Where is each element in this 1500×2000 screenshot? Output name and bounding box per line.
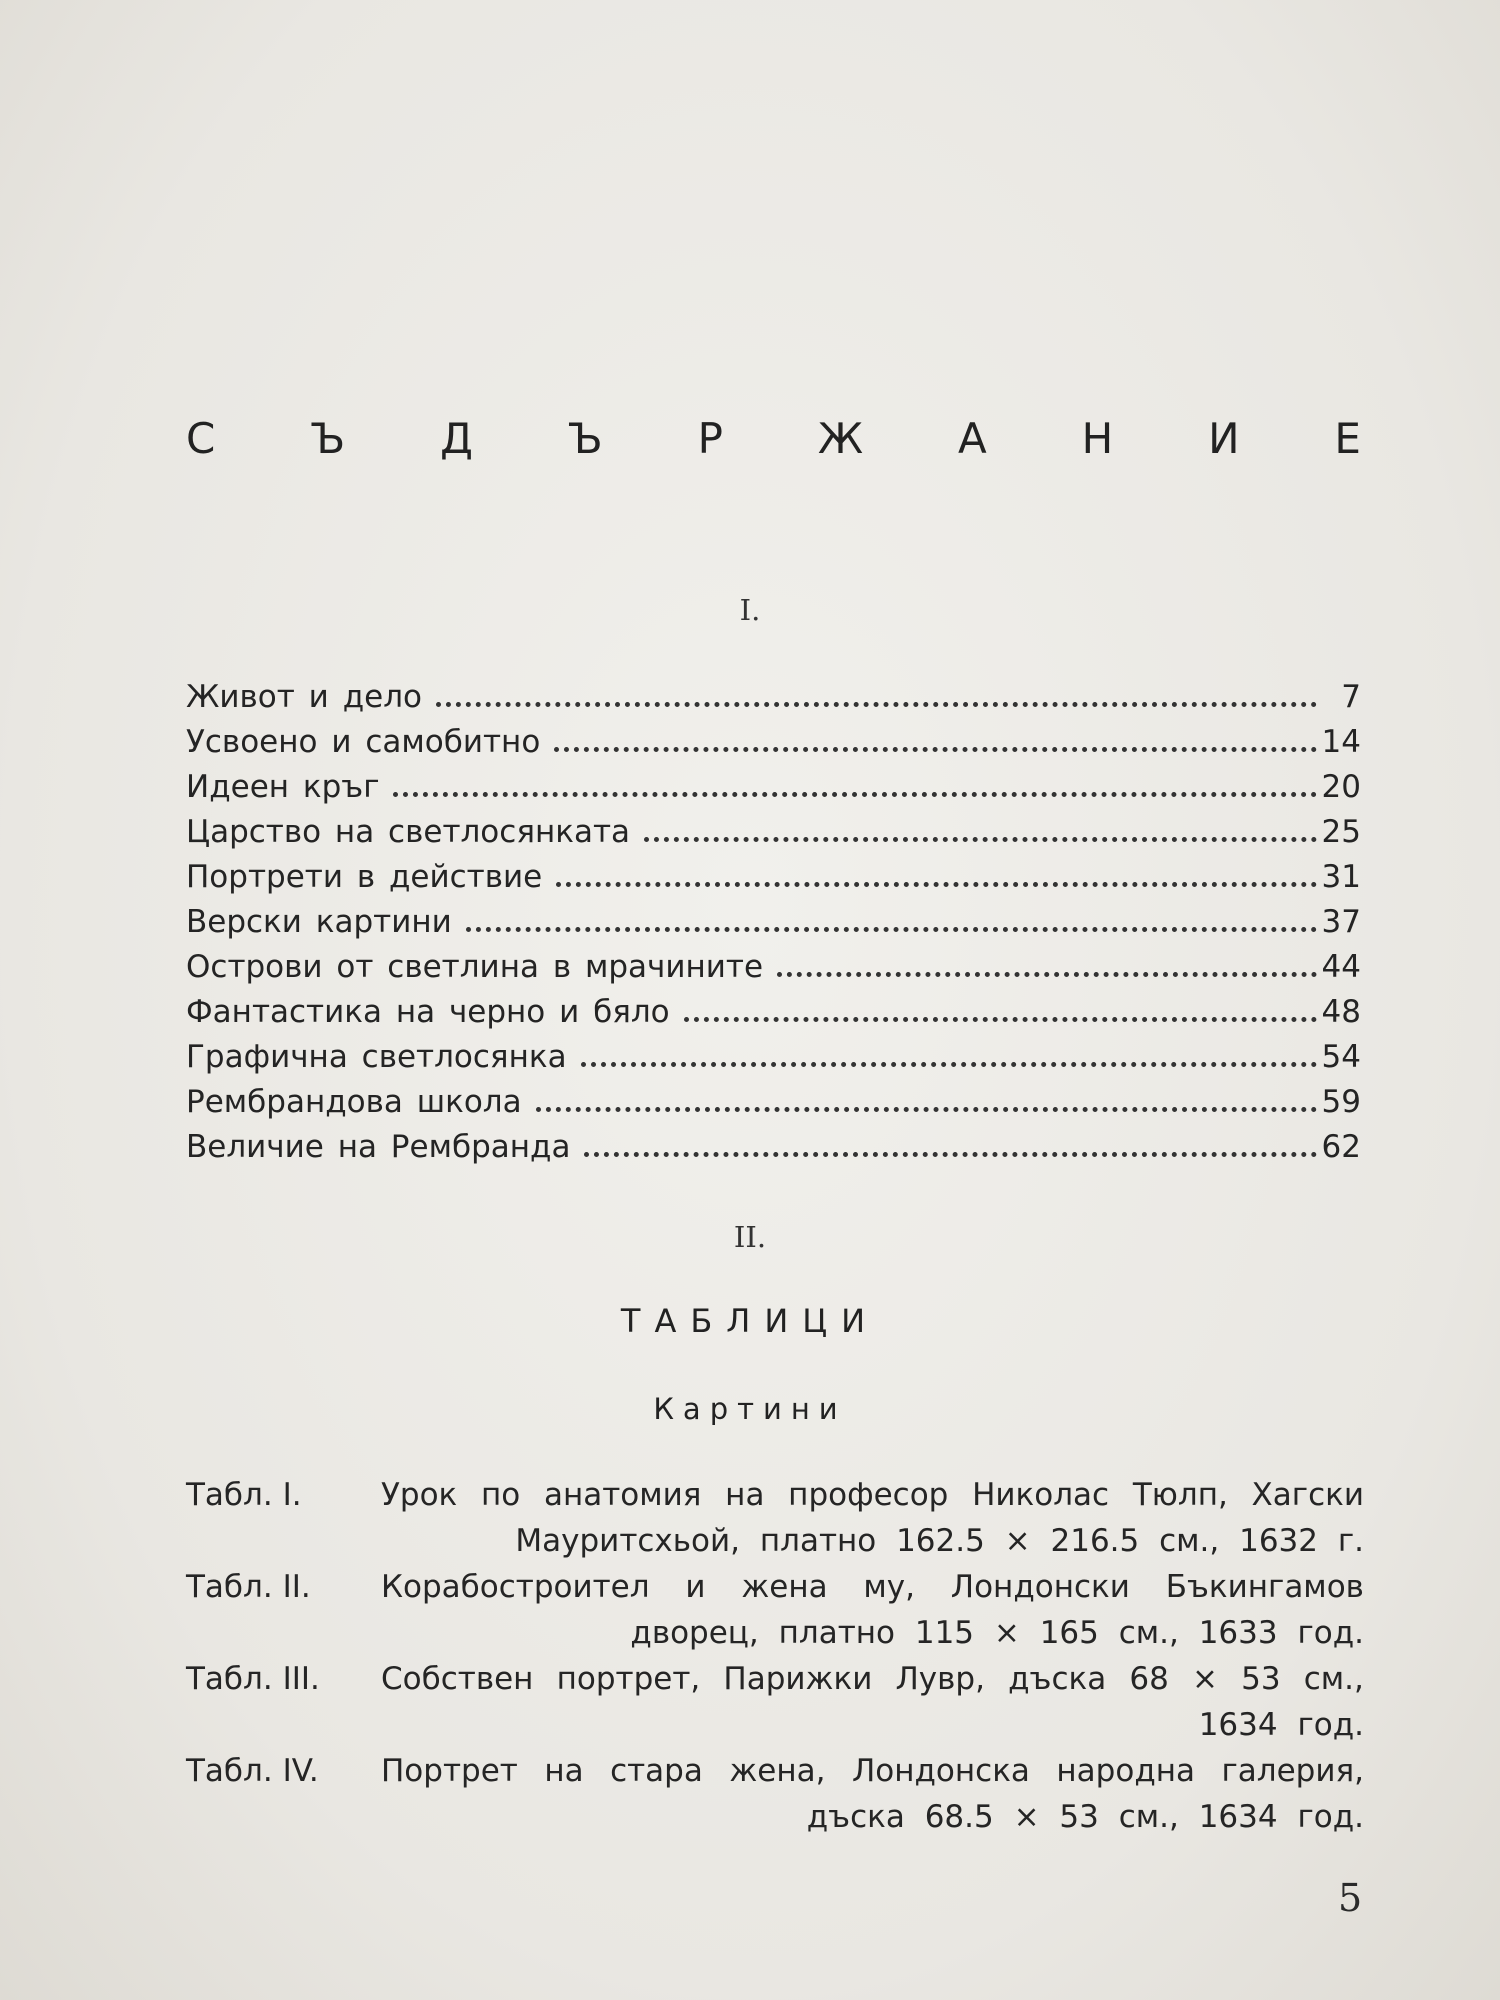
toc-entry	[186, 1122, 1361, 1167]
word: Лондонска	[851, 1753, 1030, 1789]
word: му,	[863, 1569, 915, 1605]
word: см.,	[1303, 1661, 1364, 1697]
word: портрет,	[556, 1661, 701, 1697]
toc-entry-title: Рембрандова школа	[186, 1084, 522, 1120]
word: дъска	[1008, 1661, 1107, 1697]
word: Портрет	[381, 1753, 518, 1789]
title-letter: Ж	[817, 413, 864, 463]
title-letter: И	[1208, 413, 1240, 463]
toc-entry	[186, 1077, 1361, 1122]
toc-entry	[186, 672, 1361, 717]
title-letter: Е	[1334, 413, 1361, 463]
plate-entry	[186, 1748, 1364, 1840]
title-letter: С	[186, 413, 216, 463]
title-letter: Ъ	[310, 413, 346, 463]
plate-description-line	[381, 1472, 1364, 1518]
plate-description-line	[381, 1564, 1364, 1610]
toc-entry	[186, 987, 1361, 1032]
word: по	[481, 1477, 521, 1513]
plate-description-line	[381, 1748, 1364, 1794]
plate-label: Табл. II.	[186, 1569, 311, 1605]
word: професор	[788, 1477, 949, 1513]
toc-entry	[186, 852, 1361, 897]
toc-entry-title: Острови от светлина в мрачините	[186, 949, 764, 985]
toc-entry-title: Графична светлосянка	[186, 1039, 567, 1075]
table-of-contents	[186, 672, 1361, 1167]
toc-entry-page: 48	[1321, 994, 1361, 1030]
word: и	[685, 1569, 706, 1605]
dot-leader	[436, 672, 1317, 707]
dot-leader	[393, 762, 1317, 797]
toc-entry-title: Величие на Рембранда	[186, 1129, 571, 1165]
toc-entry-page: 37	[1321, 904, 1361, 940]
toc-entry-title: Портрети в действие	[186, 859, 543, 895]
dot-leader	[684, 987, 1317, 1022]
word: Парижки	[723, 1661, 873, 1697]
toc-entry-title: Верски картини	[186, 904, 452, 940]
section-two-numeral: II.	[733, 1220, 767, 1254]
dot-leader	[554, 717, 1317, 752]
plate-label: Табл. IV.	[186, 1753, 319, 1789]
word: стара	[610, 1753, 703, 1789]
plate-details-line: дворец, платно 115 × 165 см., 1633 год.	[630, 1615, 1364, 1651]
plates-list	[186, 1472, 1364, 1840]
word: Лондонски	[950, 1569, 1130, 1605]
page-number: 5	[1338, 1876, 1363, 1920]
toc-entry-title: Усвоено и самобитно	[186, 724, 541, 760]
toc-entry-page: 54	[1321, 1039, 1361, 1075]
title-letter: Р	[697, 413, 723, 463]
word: ×	[1192, 1661, 1218, 1697]
plate-details-line: 1634 год.	[1198, 1707, 1364, 1743]
toc-entry-page: 20	[1321, 769, 1361, 805]
dot-leader	[466, 897, 1317, 932]
word: 53	[1241, 1661, 1281, 1697]
plate-entry	[186, 1564, 1364, 1656]
toc-entry-page: 7	[1341, 679, 1361, 715]
word: Хагски	[1251, 1477, 1364, 1513]
word: на	[544, 1753, 584, 1789]
toc-entry	[186, 762, 1361, 807]
toc-entry-title: Фантастика на черно и бяло	[186, 994, 670, 1030]
plate-label: Табл. I.	[186, 1477, 302, 1513]
dot-leader	[777, 942, 1317, 977]
toc-entry	[186, 1032, 1361, 1077]
dot-leader	[644, 807, 1317, 842]
word: Собствен	[381, 1661, 534, 1697]
title-letter: Ъ	[567, 413, 603, 463]
toc-entry	[186, 942, 1361, 987]
dot-leader	[584, 1122, 1317, 1157]
word: жена,	[729, 1753, 826, 1789]
word: анатомия	[543, 1477, 702, 1513]
word: Бъкингамов	[1165, 1569, 1364, 1605]
plate-description-line	[381, 1656, 1364, 1702]
word: народна	[1056, 1753, 1196, 1789]
toc-entry	[186, 807, 1361, 852]
word: Николас	[972, 1477, 1110, 1513]
toc-entry-title: Царство на светлосянката	[186, 814, 631, 850]
toc-entry	[186, 717, 1361, 762]
plate-entry	[186, 1472, 1364, 1564]
word: Урок	[381, 1477, 458, 1513]
contents-title	[186, 408, 1361, 468]
word: 68	[1129, 1661, 1169, 1697]
plate-label: Табл. III.	[186, 1661, 320, 1697]
plate-details-line: дъска 68.5 × 53 см., 1634 год.	[806, 1799, 1364, 1835]
title-letter: Н	[1081, 413, 1114, 463]
word: жена	[741, 1569, 828, 1605]
toc-entry-page: 59	[1321, 1084, 1361, 1120]
dot-leader	[536, 1077, 1317, 1112]
word: на	[725, 1477, 765, 1513]
toc-entry-page: 31	[1321, 859, 1361, 895]
plate-entry	[186, 1656, 1364, 1748]
tables-heading: ТАБЛИЦИ	[620, 1302, 880, 1340]
toc-entry-title: Живот и дело	[186, 679, 422, 715]
toc-entry-page: 44	[1321, 949, 1361, 985]
toc-entry-title: Идеен кръг	[186, 769, 380, 805]
word: Лувр,	[895, 1661, 985, 1697]
plate-details-line: Мауритсхьой, платно 162.5 × 216.5 см., 1632 г.	[515, 1523, 1364, 1559]
section-one-numeral: I.	[739, 593, 761, 627]
dot-leader	[556, 852, 1317, 887]
dot-leader	[581, 1032, 1317, 1067]
toc-entry	[186, 897, 1361, 942]
pictures-heading: Картини	[653, 1392, 847, 1426]
toc-entry-page: 14	[1321, 724, 1361, 760]
title-letter: Д	[440, 413, 473, 463]
toc-entry-page: 62	[1321, 1129, 1361, 1165]
word: Корабостроител	[381, 1569, 650, 1605]
word: Тюлп,	[1132, 1477, 1228, 1513]
toc-entry-page: 25	[1321, 814, 1361, 850]
title-letter: А	[958, 413, 987, 463]
word: галерия,	[1221, 1753, 1364, 1789]
